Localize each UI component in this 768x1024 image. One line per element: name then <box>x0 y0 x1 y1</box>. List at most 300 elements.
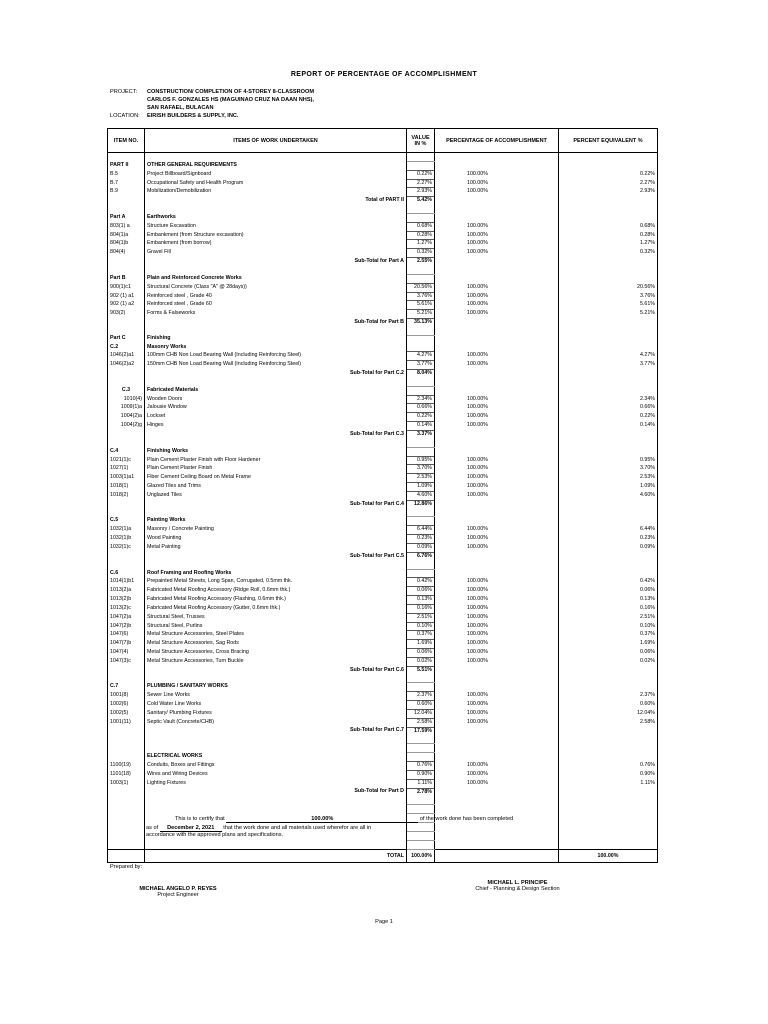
cell-acc <box>435 561 559 569</box>
table-row <box>108 657 658 666</box>
table-row <box>108 283 658 292</box>
item-code: 1018(1) <box>108 483 145 492</box>
item-value: 3.76% <box>407 292 435 301</box>
cell-code <box>108 788 145 796</box>
cell-value <box>407 213 435 222</box>
cell-acc <box>435 327 559 335</box>
subtotal-value: 2.78% <box>407 788 435 796</box>
cell-code <box>108 439 145 447</box>
section-code: C.2 <box>108 344 145 352</box>
table-row <box>108 404 658 413</box>
item-equivalent: 0.06% <box>559 649 658 658</box>
item-accomplishment: 100.00% <box>435 352 559 361</box>
cell-eq <box>559 213 658 222</box>
section-heading-row <box>108 517 658 526</box>
table-row <box>108 465 658 474</box>
table-row <box>108 526 658 535</box>
item-description: Reinforced steel , Grade 60 <box>145 301 407 310</box>
subtotal-label: Sub-Total for Part C.7 <box>145 727 407 735</box>
item-accomplishment: 100.00% <box>435 422 559 431</box>
cell-eq <box>559 335 658 343</box>
section-heading-row <box>108 344 658 352</box>
item-equivalent: 0.42% <box>559 578 658 587</box>
item-code: 804(1)b <box>108 240 145 249</box>
item-equivalent: 5.61% <box>559 301 658 310</box>
cell-acc <box>435 439 559 447</box>
cell-eq <box>559 319 658 327</box>
item-description: Embankment (from Structure excavation) <box>145 231 407 240</box>
cell-value <box>407 569 435 578</box>
cell-eq <box>559 205 658 213</box>
project-name-2: CARLOS F. GONZALES HS (MAGUINAO CRUZ NA DAAN NHS), <box>147 97 314 103</box>
item-equivalent: 4.60% <box>559 491 658 500</box>
item-code: B.7 <box>108 179 145 188</box>
item-accomplishment: 100.00% <box>435 361 559 370</box>
cell-code <box>108 561 145 569</box>
cell-code <box>108 319 145 327</box>
cell-eq <box>559 736 658 744</box>
item-description: Mobilization/Demobilization <box>145 188 407 197</box>
cell-code <box>108 736 145 744</box>
item-code: 1046(2)a2 <box>108 361 145 370</box>
cell-acc <box>435 744 559 753</box>
item-code: 1032(1)b <box>108 535 145 544</box>
item-value: 0.22% <box>407 413 435 422</box>
table-row <box>108 718 658 727</box>
item-value: 4.60% <box>407 491 435 500</box>
item-accomplishment: 100.00% <box>435 543 559 552</box>
item-code: 1002(6) <box>108 701 145 710</box>
section-heading-row <box>108 161 658 170</box>
item-accomplishment: 100.00% <box>435 718 559 727</box>
item-description: Fabricated Metal Roofing Accessory (Gutter, 0.6mm thk.) <box>145 604 407 613</box>
cell-desc <box>145 439 407 447</box>
section-heading-row <box>108 447 658 456</box>
cell-value <box>407 205 435 213</box>
cell-acc <box>435 274 559 283</box>
blank-row <box>108 205 658 213</box>
cell-acc <box>435 517 559 526</box>
table-row <box>108 188 658 197</box>
cell-acc <box>435 335 559 343</box>
item-accomplishment: 100.00% <box>435 770 559 779</box>
item-value: 0.06% <box>407 649 435 658</box>
cell-acc <box>435 344 559 352</box>
subtotal-value: 5.42% <box>407 197 435 205</box>
item-code: 1003(1)a1 <box>108 474 145 483</box>
table-row <box>108 762 658 771</box>
cell-eq <box>559 805 658 814</box>
item-equivalent: 0.22% <box>559 170 658 179</box>
item-description: Structural Steel, Purlins <box>145 622 407 631</box>
report-title: REPORT OF PERCENTAGE OF ACCOMPLISHMENT <box>290 71 478 78</box>
item-equivalent: 6.44% <box>559 526 658 535</box>
cell-code <box>108 666 145 674</box>
subtotal-label: Sub-Total for Part C.4 <box>145 500 407 508</box>
cell-eq <box>559 509 658 517</box>
item-accomplishment: 100.00% <box>435 631 559 640</box>
subtotal-value: 35.13% <box>407 319 435 327</box>
cell-value <box>407 840 435 849</box>
table-header-row <box>108 129 658 153</box>
table-row <box>108 231 658 240</box>
cell-desc <box>145 266 407 274</box>
cell-eq <box>559 683 658 692</box>
item-equivalent: 2.53% <box>559 474 658 483</box>
cell-desc <box>145 840 407 849</box>
item-description: Reinforced steel , Grade 40 <box>145 292 407 301</box>
signatory-left-title: Project Engineer <box>157 892 199 898</box>
subtotal-row <box>108 431 658 439</box>
item-equivalent: 0.06% <box>559 587 658 596</box>
item-accomplishment: 100.00% <box>435 535 559 544</box>
cell-code <box>108 266 145 274</box>
item-value: 0.42% <box>407 578 435 587</box>
signatory-left <box>118 886 238 898</box>
item-code: 1021(1)c <box>108 456 145 465</box>
cell-eq <box>559 153 658 162</box>
cell-acc <box>435 370 559 378</box>
cell-eq <box>559 840 658 849</box>
cell-desc <box>145 736 407 744</box>
item-accomplishment: 100.00% <box>435 640 559 649</box>
signatory-right-name: MICHAEL L. PRINCIPE <box>487 880 548 886</box>
table-row <box>108 596 658 605</box>
subtotal-label: Sub-Total for Part C.5 <box>145 552 407 560</box>
certification-line-2 <box>146 825 371 832</box>
item-value: 20.56% <box>407 283 435 292</box>
cell-eq <box>559 447 658 456</box>
item-code: 1013(2)b <box>108 596 145 605</box>
section-title: Fabricated Materials <box>145 386 407 395</box>
cell-code <box>108 370 145 378</box>
item-equivalent: 12.04% <box>559 710 658 719</box>
item-code: 1009(1)a <box>108 404 145 413</box>
cell-acc <box>435 197 559 205</box>
item-value: 5.61% <box>407 301 435 310</box>
item-equivalent: 0.14% <box>559 422 658 431</box>
section-heading-row <box>108 213 658 222</box>
section-title: Masonry Works <box>145 344 407 352</box>
cell-acc <box>435 213 559 222</box>
table-row <box>108 649 658 658</box>
subtotal-label: Total of PART II <box>145 197 407 205</box>
header-accomplishment: PERCENTAGE OF ACCOMPLISHMENT <box>435 129 559 153</box>
item-code: 902 (1) a1 <box>108 292 145 301</box>
item-value: 0.22% <box>407 170 435 179</box>
table-row <box>108 770 658 779</box>
table-row <box>108 170 658 179</box>
item-description: Conduits, Boxes and Fittings <box>145 762 407 771</box>
item-value: 3.70% <box>407 465 435 474</box>
item-code: 1047(7)b <box>108 640 145 649</box>
cell-value <box>407 831 435 840</box>
location-line <box>110 113 239 119</box>
certification-line-1 <box>175 816 513 823</box>
cell-eq <box>559 197 658 205</box>
item-code: 1047(2)a <box>108 613 145 622</box>
subtotal-row <box>108 500 658 508</box>
subtotal-value: 2.55% <box>407 258 435 266</box>
table-row <box>108 710 658 719</box>
subtotal-row <box>108 370 658 378</box>
certify-after-date: that the work done and all materials used wherefor are all in <box>223 825 372 831</box>
item-accomplishment: 100.00% <box>435 283 559 292</box>
item-equivalent: 0.76% <box>559 762 658 771</box>
item-description: Sewer Line Works <box>145 692 407 701</box>
item-description: Metal Structure Accessories, Steel Plates <box>145 631 407 640</box>
cell-eq <box>559 274 658 283</box>
cell-acc <box>435 386 559 395</box>
cell-code <box>108 727 145 735</box>
cell-value <box>407 753 435 762</box>
cell-eq <box>559 569 658 578</box>
table-row <box>108 240 658 249</box>
table-row <box>108 640 658 649</box>
cell-eq <box>559 344 658 352</box>
location-label: LOCATION: <box>110 113 140 119</box>
item-equivalent: 20.56% <box>559 283 658 292</box>
item-accomplishment: 100.00% <box>435 456 559 465</box>
item-equivalent: 2.34% <box>559 395 658 404</box>
item-code: 1047(4) <box>108 649 145 658</box>
section-title: Finishing <box>145 335 407 343</box>
table-row <box>108 292 658 301</box>
cell-code <box>108 822 145 831</box>
item-value: 3.77% <box>407 361 435 370</box>
item-accomplishment: 100.00% <box>435 578 559 587</box>
cell-code <box>108 500 145 508</box>
subtotal-value: 12.86% <box>407 500 435 508</box>
cell-eq <box>559 327 658 335</box>
cell-value <box>407 736 435 744</box>
cell-eq <box>559 788 658 796</box>
item-description: Metal Structure Accessories, Turn Buckle <box>145 657 407 666</box>
cell-value <box>407 439 435 447</box>
item-accomplishment: 100.00% <box>435 779 559 788</box>
subtotal-row <box>108 319 658 327</box>
item-description: Plain Cement Plaster Finish with Floor Hardener <box>145 456 407 465</box>
cell-value <box>407 822 435 831</box>
item-equivalent: 0.16% <box>559 604 658 613</box>
blank-row <box>108 153 658 162</box>
table-row <box>108 352 658 361</box>
item-value: 0.32% <box>407 249 435 258</box>
item-description: Wooden Doors <box>145 395 407 404</box>
item-code: 1027(1) <box>108 465 145 474</box>
cell-acc <box>435 153 559 162</box>
cell-acc <box>435 840 559 849</box>
item-code: 1001(8) <box>108 692 145 701</box>
total-equivalent: 100.00% <box>559 849 658 862</box>
page-number: Page 1 <box>375 919 393 925</box>
cell-eq <box>559 386 658 395</box>
item-description: Occupational Safety and Health Program <box>145 179 407 188</box>
cell-code <box>108 796 145 804</box>
project-name-1: CONSTRUCTION/ COMPLETION OF 4-STOREY 8-CLASSROOM <box>147 89 314 95</box>
cell-desc <box>145 796 407 804</box>
item-code: 903(2) <box>108 310 145 319</box>
location-value: EIRISH BUILDERS & SUPPLY, INC. <box>147 113 239 119</box>
item-equivalent: 2.27% <box>559 179 658 188</box>
blank-row <box>108 796 658 804</box>
cell-acc <box>435 552 559 560</box>
table-row <box>108 179 658 188</box>
blank-row <box>108 378 658 386</box>
cell-code <box>108 327 145 335</box>
item-code: 1101(18) <box>108 770 145 779</box>
item-value: 2.27% <box>407 179 435 188</box>
signatory-left-name: MICHAEL ANGELO P. REYES <box>139 886 217 892</box>
item-description: Fiber Cement Ceiling Board on Metal Frame <box>145 474 407 483</box>
subtotal-label: Sub-Total for Part D <box>145 788 407 796</box>
total-row <box>108 849 658 862</box>
table-row <box>108 779 658 788</box>
total-value: 100.00% <box>407 849 435 862</box>
table-row <box>108 543 658 552</box>
item-equivalent: 0.32% <box>559 249 658 258</box>
item-accomplishment: 100.00% <box>435 413 559 422</box>
item-description: Structural Concrete (Class "A" @ 28days)) <box>145 283 407 292</box>
item-value: 1.11% <box>407 779 435 788</box>
cell-acc <box>435 831 559 840</box>
item-description: Forms & Falseworks <box>145 310 407 319</box>
cell-acc <box>435 447 559 456</box>
header-value-line1: VALUE <box>411 134 430 141</box>
section-heading-row <box>108 386 658 395</box>
item-accomplishment: 100.00% <box>435 179 559 188</box>
item-code: 1046(2)a1 <box>108 352 145 361</box>
item-accomplishment: 100.00% <box>435 292 559 301</box>
cell-eq <box>559 675 658 683</box>
blank-row <box>108 805 658 814</box>
section-code: PART II <box>108 161 145 170</box>
table-row <box>108 692 658 701</box>
cell-value <box>407 683 435 692</box>
table-row <box>108 491 658 500</box>
item-equivalent: 3.76% <box>559 292 658 301</box>
cell-desc <box>145 509 407 517</box>
cell-value <box>407 805 435 814</box>
cell-value <box>407 386 435 395</box>
item-accomplishment: 100.00% <box>435 596 559 605</box>
accomplishment-table <box>107 128 658 863</box>
item-code: 1032(1)a <box>108 526 145 535</box>
item-description: Structure Excavation <box>145 222 407 231</box>
header-value-line2: IN % <box>414 140 427 147</box>
blank-row <box>108 509 658 517</box>
cell-code <box>108 675 145 683</box>
section-title: Roof Framing and Roofing Works <box>145 569 407 578</box>
cell-code <box>108 197 145 205</box>
certify-prefix: This is to certify that <box>175 816 225 822</box>
certify-percent: 100.00% <box>226 816 418 823</box>
cell-eq <box>559 500 658 508</box>
header-value <box>407 129 435 153</box>
item-accomplishment: 100.00% <box>435 222 559 231</box>
cell-acc <box>435 258 559 266</box>
cell-acc <box>435 805 559 814</box>
cell-value <box>407 335 435 343</box>
item-code: 1002(5) <box>108 710 145 719</box>
item-code: 1047(6) <box>108 631 145 640</box>
blank-row <box>108 561 658 569</box>
blank-row <box>108 266 658 274</box>
item-equivalent: 0.02% <box>559 657 658 666</box>
item-value: 2.51% <box>407 613 435 622</box>
item-description: Prepainted Metal Sheets, Long Span, Corrugated, 0.5mm thk. <box>145 578 407 587</box>
section-code: C.4 <box>108 447 145 456</box>
table-row <box>108 301 658 310</box>
item-equivalent: 4.27% <box>559 352 658 361</box>
cell-desc <box>145 805 407 814</box>
cell-code <box>108 431 145 439</box>
cell-eq <box>559 796 658 804</box>
cell-value <box>407 161 435 170</box>
item-value: 0.06% <box>407 587 435 596</box>
cell-eq <box>559 727 658 735</box>
table-row <box>108 622 658 631</box>
item-code: 1013(2)c <box>108 604 145 613</box>
subtotal-value: 17.59% <box>407 727 435 735</box>
item-accomplishment: 100.00% <box>435 395 559 404</box>
as-of-label: as of <box>146 825 159 831</box>
table-row <box>108 474 658 483</box>
cell-acc <box>435 753 559 762</box>
item-description: Lighting Fixtures <box>145 779 407 788</box>
cell-acc <box>435 378 559 386</box>
certify-suffix: of the work done has been completed <box>419 816 514 822</box>
cell-value <box>407 675 435 683</box>
header-equivalent: PERCENT EQUIVALENT % <box>559 129 658 153</box>
item-code: 1032(1)c <box>108 543 145 552</box>
item-value: 0.66% <box>407 404 435 413</box>
item-description: Hinges <box>145 422 407 431</box>
table-row <box>108 483 658 492</box>
item-code: 1047(3)c <box>108 657 145 666</box>
item-equivalent: 0.60% <box>559 701 658 710</box>
item-equivalent: 0.90% <box>559 770 658 779</box>
item-value: 0.16% <box>407 604 435 613</box>
item-value: 2.93% <box>407 188 435 197</box>
item-code: 803(1) a <box>108 222 145 231</box>
item-equivalent: 1.11% <box>559 779 658 788</box>
subtotal-value: 5.51% <box>407 666 435 674</box>
item-code: 1018(2) <box>108 491 145 500</box>
item-code: 1014(1)b1 <box>108 578 145 587</box>
item-description: Glazed Tiles and Trims <box>145 483 407 492</box>
item-code: 1010(4) <box>108 395 145 404</box>
cell-eq <box>559 439 658 447</box>
table-row <box>108 578 658 587</box>
table-row <box>108 249 658 258</box>
table-row <box>108 413 658 422</box>
item-equivalent: 5.21% <box>559 310 658 319</box>
section-title: Plain and Reinforced Concrete Works <box>145 274 407 283</box>
item-value: 0.60% <box>407 701 435 710</box>
subtotal-row <box>108 258 658 266</box>
table-row <box>108 701 658 710</box>
section-heading-row <box>108 683 658 692</box>
blank-row <box>108 840 658 849</box>
section-title: Earthworks <box>145 213 407 222</box>
cell-acc <box>435 736 559 744</box>
item-accomplishment: 100.00% <box>435 622 559 631</box>
cell-eq <box>559 517 658 526</box>
subtotal-row <box>108 666 658 674</box>
item-value: 0.23% <box>407 535 435 544</box>
cell-value <box>407 509 435 517</box>
